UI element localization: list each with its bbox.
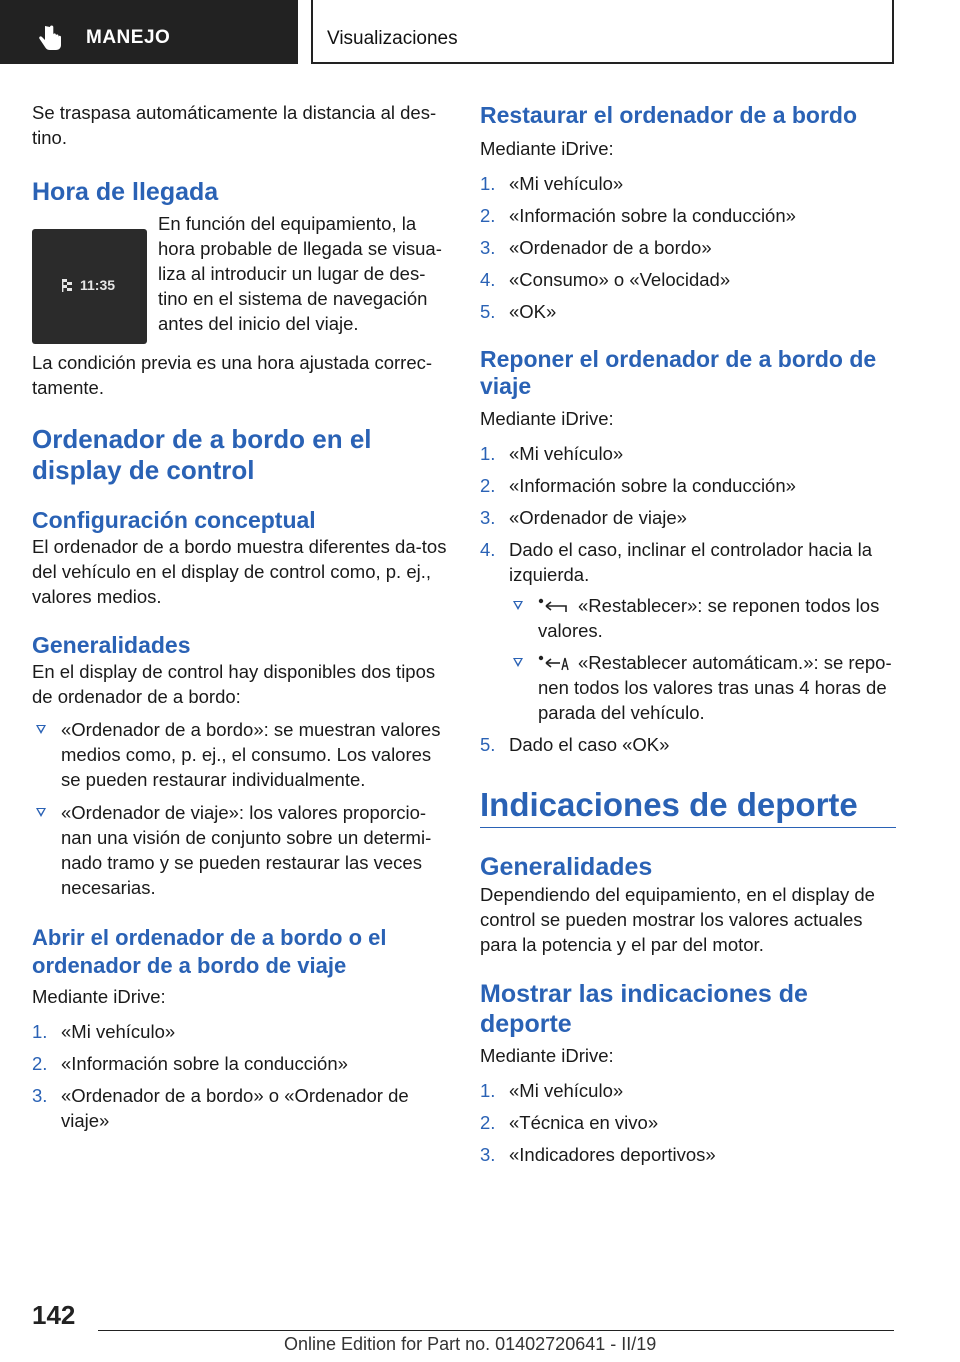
list-item: 2. «Información sobre la conducción»: [480, 475, 796, 496]
list-item: 1. «Mi vehículo»: [480, 173, 624, 194]
list-item: 3. «Ordenador de a bordo» o «Ordenador de viaje»: [32, 1085, 409, 1131]
bullet-triangle-icon: [513, 601, 523, 610]
list-item: 4. «Consumo» o «Velocidad»: [480, 269, 731, 290]
auto-reset-icon: [538, 654, 570, 672]
bullet-triangle-icon: [36, 808, 46, 817]
open-steps: [32, 1019, 448, 1133]
section-tab[interactable]: [0, 0, 298, 64]
left-column: [32, 100, 448, 1140]
arrival-block: [32, 211, 448, 336]
section-title: MANEJO: [86, 27, 171, 48]
list-item: 1. «Mi vehículo»: [480, 1080, 624, 1101]
list-item: 2. «Técnica en vivo»: [480, 1112, 659, 1133]
hand-pointer-icon: [38, 24, 64, 52]
bullet-triangle-icon: [513, 658, 523, 667]
arrival-note: La condición previa es una hora ajustada correc-tamente.: [32, 352, 433, 398]
concept-heading: Configuración conceptual: [32, 507, 316, 533]
list-item: 4. Dado el caso, inclinar el controlador hacia la izquierda. «Restablecer»: se reponen todos los valores. «Restablecer automáticam.»: se repo-nen todos los valores tras unas 4 horas de parada del vehículo.: [480, 537, 896, 725]
restore-heading: Restaurar el ordenador de a bordo: [480, 102, 858, 128]
sport-general-heading: Generalidades: [480, 853, 653, 881]
edition-note: Online Edition for Part no. 01402720641 - II/19: [284, 1334, 657, 1354]
list-item: 2. «Información sobre la conducción»: [32, 1053, 348, 1074]
reset-via-idrive: Mediante iDrive:: [480, 408, 614, 429]
list-item: 5. «OK»: [480, 301, 557, 322]
reset-steps: [480, 441, 896, 757]
sport-general-text: Dependiendo del equipamiento, en el display de control se pueden mostrar los valores actuales para la potencia y el par del motor.: [480, 884, 875, 955]
list-item: 2. «Información sobre la conducción»: [480, 205, 796, 226]
restore-via-idrive: Mediante iDrive:: [480, 138, 614, 159]
open-via-idrive: Mediante iDrive:: [32, 986, 166, 1007]
intro-paragraph: Se traspasa automáticamente la distancia al des-tino.: [32, 102, 437, 148]
arrival-time: 11:35: [80, 277, 116, 293]
open-heading: Abrir el ordenador de a bordo o el ordenador de a bordo de viaje: [32, 925, 387, 978]
sport-heading: Indicaciones de deporte: [480, 785, 896, 828]
general-heading: Generalidades: [32, 632, 191, 658]
arrival-heading: Hora de llegada: [32, 178, 219, 206]
reset-options: [509, 593, 896, 725]
destination-flag-icon: [60, 277, 76, 293]
list-item: 3. «Ordenador de viaje»: [480, 507, 687, 528]
bullet-triangle-icon: [36, 725, 46, 734]
reset-heading: Reponer el ordenador de a bordo de viaje: [480, 346, 877, 399]
chapter-tab[interactable]: [311, 0, 894, 64]
list-item: 1. «Mi vehículo»: [480, 443, 624, 464]
chapter-title: Visualizaciones: [327, 28, 458, 49]
list-item: «Restablecer»: se reponen todos los valores.: [509, 593, 896, 643]
concept-text: El ordenador de a bordo muestra diferentes da-tos del vehículo en el display de control como, p. ej., valores medios.: [32, 536, 447, 607]
reset-arrow-icon: [538, 597, 570, 615]
arrival-text: En función del equipamiento, la hora probable de llegada se visua-liza al introducir un lugar de des-tino en el sistema de navegación antes del inicio del viaje.: [158, 213, 442, 334]
general-text: En el display de control hay disponibles dos tipos de ordenador de a bordo:: [32, 661, 436, 707]
right-column: [480, 100, 896, 1174]
restore-steps: [480, 171, 896, 324]
list-item: 3. «Indicadores deportivos»: [480, 1144, 716, 1165]
page-number: 142: [32, 1300, 76, 1330]
arrival-time-display: [32, 229, 147, 344]
page-header: [0, 0, 960, 66]
footer-divider: [98, 1330, 894, 1331]
list-item: 3. «Ordenador de a bordo»: [480, 237, 712, 258]
list-item: «Restablecer automáticam.»: se repo-nen todos los valores tras unas 4 horas de parada del vehículo.: [509, 650, 896, 725]
show-via-idrive: Mediante iDrive:: [480, 1045, 614, 1066]
list-item: 1. «Mi vehículo»: [32, 1021, 176, 1042]
list-item: «Ordenador de a bordo»: se muestran valores medios como, p. ej., el consumo. Los valores se pueden restaurar individualmente.: [32, 717, 448, 792]
show-steps: [480, 1078, 896, 1167]
obc-types-list: [32, 717, 448, 900]
list-item: 5. Dado el caso «OK»: [480, 734, 670, 755]
show-heading: Mostrar las indicaciones de deporte: [480, 980, 808, 1038]
obc-heading: Ordenador de a bordo en el display de control: [32, 424, 372, 485]
list-item: «Ordenador de viaje»: los valores proporcio-nan una visión de conjunto sobre un determi-nado tramo y se pueden restaurar las veces necesarias.: [32, 800, 448, 900]
